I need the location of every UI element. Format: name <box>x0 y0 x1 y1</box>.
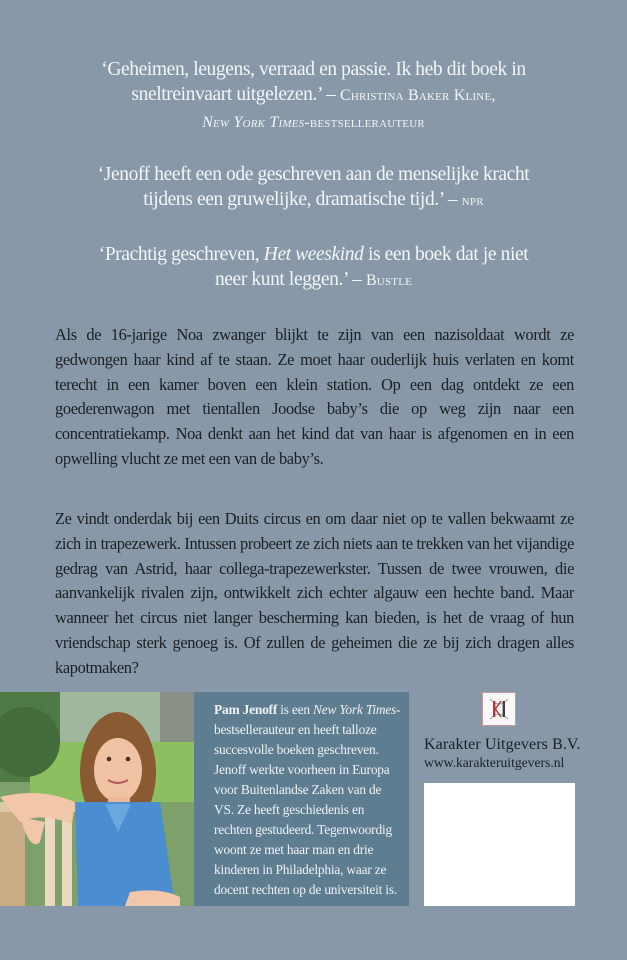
quote-text: neer kunt leggen.’ – <box>214 269 362 290</box>
review-quote-3 <box>40 242 587 293</box>
author-name: Pam Jenoff <box>214 702 278 717</box>
publisher-url: www.karakteruitgevers.nl <box>424 755 565 770</box>
review-quote-1 <box>40 57 587 135</box>
quote-text: ‘Prachtig geschreven, <box>98 244 264 265</box>
author-photo <box>0 692 194 906</box>
quote-attribution: Bustle <box>365 272 413 289</box>
barcode-placeholder <box>424 783 575 906</box>
publisher-info <box>424 735 624 771</box>
synopsis-paragraph-2: Ze vindt onderdak bij een Duits circus en om daar niet op te vallen bekwaamt ze zich in trapezewerk. Intussen probeert ze zich niets aan te trekken van het vijandige gedrag van Astrid, haar collega-trapezewerkster. Tussen de twee vrouwen, die aanvankelijk rivalen zijn, ontwikkelt zich echter algauw een hechte band. Maar wanneer het circus niet langer bescherming kan bieden, is het de vraag of hun vriendschap sterk genoeg is. Of zullen de geheimen die ze bij zich dragen alles kapotmaken? <box>55 509 574 677</box>
publisher-name: Karakter Uitgevers B.V. <box>424 736 581 753</box>
quote-attribution: npr <box>461 192 484 209</box>
quote-text: ‘Geheimen, leugens, verraad en passie. Ik heb dit boek in <box>101 59 526 80</box>
synopsis-paragraph-1: Als de 16-jarige Noa zwanger blijkt te zijn van een nazisoldaat wordt ze gedwongen haar kind af te staan. Ze moet haar ouderlijk huis verlaten en komt terecht in een kamer boven een klein station. Op een dag ontdekt ze een goederenwagon met tientallen Joodse baby’s die op weg zijn naar een concentratiekamp. Noa denkt aan het kind dat van haar is afgenomen en in een opwelling vlucht ze met een van de baby’s. <box>55 325 574 468</box>
quote-text: sneltreinvaart uitgelezen.’ – <box>131 84 336 105</box>
quote-attribution: Christina Baker Kline, <box>339 87 496 104</box>
book-title: Het weeskind <box>263 244 364 265</box>
quote-text: tijdens een gruwelijke, dramatische tijd.’ – <box>143 189 458 210</box>
author-bio-text: Pam Jenoff is een New York Times-bestsellerauteur en heeft talloze succesvolle boeken geschreven. Jenoff werkte voorheen in Europa voor Buitenlandse Zaken van de VS. Ze heeft geschiedenis en rechten gestudeerd. Tegenwoordig woont ze met haar man en drie kinderen in Philadelphia, waar ze docent rechten op de universiteit is. <box>214 702 401 897</box>
review-quote-2 <box>40 162 587 213</box>
quote-attribution-title: New York Times-bestsellerauteur <box>202 114 425 131</box>
author-portrait-illustration <box>0 692 194 906</box>
author-bio-box <box>194 692 409 906</box>
quote-text: is een boek dat je niet <box>363 244 529 265</box>
quote-text: ‘Jenoff heeft een ode geschreven aan de menselijke kracht <box>97 164 530 185</box>
karakter-logo-icon <box>482 692 516 726</box>
